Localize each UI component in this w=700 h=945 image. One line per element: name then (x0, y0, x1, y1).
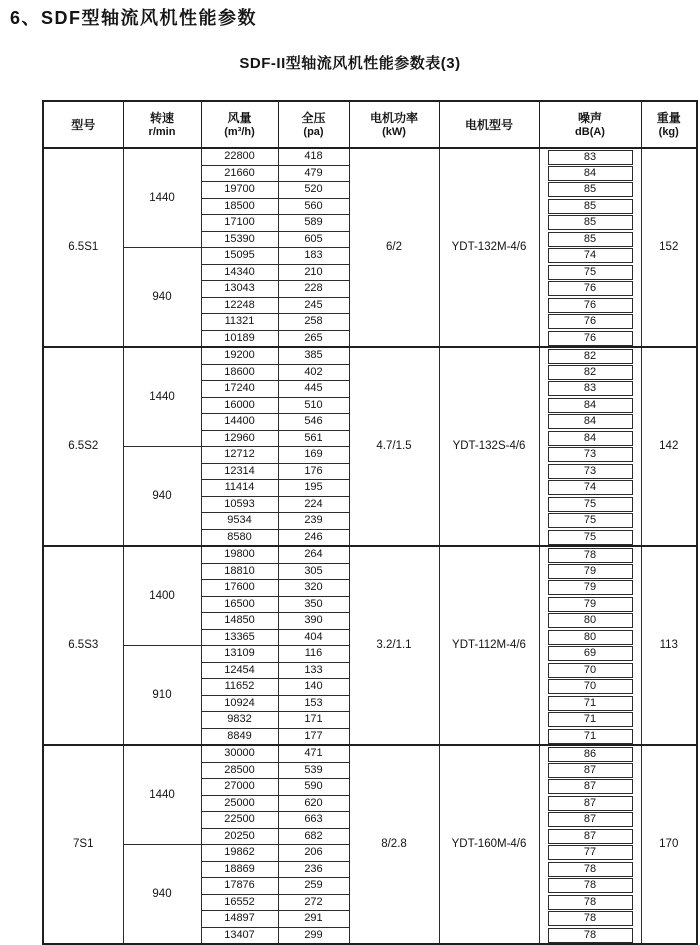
noise-box: 74 (548, 480, 633, 495)
pressure-cell: 560 (278, 198, 349, 215)
noise-box: 76 (548, 281, 633, 296)
pressure-cell: 663 (278, 812, 349, 829)
pressure-cell: 299 (278, 927, 349, 944)
airflow-cell: 17100 (201, 215, 278, 232)
speed-cell: 1440 (123, 745, 201, 845)
noise-box: 74 (548, 248, 633, 263)
noise-cell (539, 463, 641, 480)
airflow-cell: 9534 (201, 513, 278, 530)
noise-box: 75 (548, 513, 633, 528)
noise-box: 71 (548, 729, 633, 744)
noise-box: 84 (548, 166, 633, 181)
noise-cell (539, 248, 641, 265)
pressure-cell: 620 (278, 795, 349, 812)
noise-cell (539, 728, 641, 745)
section-title: 6、SDF型轴流风机性能参数 (10, 8, 258, 28)
noise-cell (539, 480, 641, 497)
noise-box: 78 (548, 878, 633, 893)
noise-box: 78 (548, 928, 633, 943)
pressure-cell: 520 (278, 182, 349, 199)
noise-box: 79 (548, 564, 633, 579)
noise-box: 69 (548, 646, 633, 661)
noise-cell (539, 148, 641, 165)
noise-box: 83 (548, 381, 633, 396)
col-header-pressure: 全压 (pa) (278, 101, 349, 148)
noise-box: 77 (548, 845, 633, 860)
pressure-cell: 116 (278, 646, 349, 663)
airflow-cell: 25000 (201, 795, 278, 812)
pressure-cell: 169 (278, 447, 349, 464)
noise-box: 82 (548, 365, 633, 380)
airflow-cell: 10189 (201, 330, 278, 347)
airflow-cell: 17240 (201, 381, 278, 398)
noise-cell (539, 613, 641, 630)
pressure-cell: 539 (278, 762, 349, 779)
performance-table (42, 100, 698, 945)
weight-cell: 170 (641, 745, 697, 944)
noise-cell (539, 513, 641, 530)
noise-box: 85 (548, 182, 633, 197)
weight-cell: 142 (641, 347, 697, 546)
noise-cell (539, 629, 641, 646)
airflow-cell: 17876 (201, 878, 278, 895)
noise-box: 78 (548, 548, 633, 563)
airflow-cell: 18869 (201, 861, 278, 878)
col-header-noise: 噪声 dB(A) (539, 101, 641, 148)
pressure-cell: 561 (278, 430, 349, 447)
pressure-cell: 418 (278, 148, 349, 165)
noise-cell (539, 165, 641, 182)
airflow-cell: 14897 (201, 911, 278, 928)
table-row (43, 148, 697, 165)
noise-cell (539, 845, 641, 862)
pressure-cell: 682 (278, 828, 349, 845)
noise-cell (539, 314, 641, 331)
power-cell: 6/2 (349, 148, 439, 347)
pressure-cell: 206 (278, 845, 349, 862)
noise-box: 78 (548, 862, 633, 877)
airflow-cell: 10924 (201, 695, 278, 712)
noise-box: 75 (548, 497, 633, 512)
col-header-power: 电机功率 (kW) (349, 101, 439, 148)
airflow-cell: 12248 (201, 297, 278, 314)
noise-box: 78 (548, 911, 633, 926)
airflow-cell: 19800 (201, 546, 278, 563)
noise-box: 70 (548, 663, 633, 678)
airflow-cell: 12314 (201, 463, 278, 480)
speed-cell: 940 (123, 845, 201, 945)
pressure-cell: 176 (278, 463, 349, 480)
pressure-cell: 305 (278, 563, 349, 580)
airflow-cell: 30000 (201, 745, 278, 762)
noise-cell (539, 563, 641, 580)
airflow-cell: 20250 (201, 828, 278, 845)
noise-cell (539, 231, 641, 248)
pressure-cell: 589 (278, 215, 349, 232)
noise-box: 79 (548, 597, 633, 612)
noise-box: 87 (548, 812, 633, 827)
noise-cell (539, 297, 641, 314)
airflow-cell: 15390 (201, 231, 278, 248)
model-cell: 6.5S2 (43, 347, 123, 546)
pressure-cell: 245 (278, 297, 349, 314)
noise-box: 73 (548, 447, 633, 462)
pressure-cell: 246 (278, 529, 349, 546)
noise-cell (539, 414, 641, 431)
airflow-cell: 8849 (201, 728, 278, 745)
header-row (43, 101, 697, 148)
pressure-cell: 258 (278, 314, 349, 331)
noise-box: 71 (548, 712, 633, 727)
pressure-cell: 605 (278, 231, 349, 248)
airflow-cell: 11652 (201, 679, 278, 696)
airflow-cell: 16552 (201, 894, 278, 911)
noise-box: 80 (548, 630, 633, 645)
table-row (43, 347, 697, 364)
pressure-cell: 265 (278, 330, 349, 347)
pressure-cell: 264 (278, 546, 349, 563)
airflow-cell: 16000 (201, 397, 278, 414)
airflow-cell: 22800 (201, 148, 278, 165)
noise-box: 86 (548, 747, 633, 762)
model-cell: 7S1 (43, 745, 123, 944)
airflow-cell: 10593 (201, 496, 278, 513)
noise-cell (539, 878, 641, 895)
pressure-cell: 153 (278, 695, 349, 712)
pressure-cell: 236 (278, 861, 349, 878)
airflow-cell: 13043 (201, 281, 278, 298)
noise-cell (539, 447, 641, 464)
noise-cell (539, 646, 641, 663)
airflow-cell: 9832 (201, 712, 278, 729)
noise-cell (539, 861, 641, 878)
noise-cell (539, 580, 641, 597)
noise-cell (539, 679, 641, 696)
speed-cell: 1440 (123, 347, 201, 447)
col-header-model: 型号 (43, 101, 123, 148)
airflow-cell: 13407 (201, 927, 278, 944)
pressure-cell: 404 (278, 629, 349, 646)
speed-cell: 940 (123, 447, 201, 547)
noise-box: 76 (548, 298, 633, 313)
noise-box: 84 (548, 431, 633, 446)
model-cell: 6.5S1 (43, 148, 123, 347)
pressure-cell: 546 (278, 414, 349, 431)
pressure-cell: 510 (278, 397, 349, 414)
col-header-motor: 电机型号 (439, 101, 539, 148)
noise-box: 75 (548, 265, 633, 280)
noise-box: 84 (548, 414, 633, 429)
noise-box: 78 (548, 895, 633, 910)
table-row (43, 745, 697, 762)
power-cell: 4.7/1.5 (349, 347, 439, 546)
airflow-cell: 17600 (201, 580, 278, 597)
airflow-cell: 13109 (201, 646, 278, 663)
table-title: SDF-II型轴流风机性能参数表(3) (239, 55, 461, 72)
pressure-cell: 390 (278, 613, 349, 630)
noise-box: 85 (548, 232, 633, 247)
airflow-cell: 19200 (201, 347, 278, 364)
airflow-cell: 19862 (201, 845, 278, 862)
noise-box: 85 (548, 215, 633, 230)
noise-box: 84 (548, 398, 633, 413)
noise-cell (539, 546, 641, 563)
noise-box: 87 (548, 779, 633, 794)
noise-box: 83 (548, 150, 633, 165)
noise-cell (539, 264, 641, 281)
pressure-cell: 385 (278, 347, 349, 364)
noise-box: 75 (548, 530, 633, 545)
airflow-cell: 27000 (201, 779, 278, 796)
col-header-speed: 转速 r/min (123, 101, 201, 148)
table-row (43, 546, 697, 563)
airflow-cell: 14340 (201, 264, 278, 281)
pressure-cell: 228 (278, 281, 349, 298)
noise-box: 87 (548, 796, 633, 811)
noise-cell (539, 596, 641, 613)
pressure-cell: 402 (278, 364, 349, 381)
model-cell: 6.5S3 (43, 546, 123, 745)
noise-cell (539, 330, 641, 347)
speed-cell: 910 (123, 646, 201, 746)
airflow-cell: 11414 (201, 480, 278, 497)
airflow-cell: 18810 (201, 563, 278, 580)
performance-table-body (43, 148, 697, 944)
pressure-cell: 445 (278, 381, 349, 398)
noise-cell (539, 397, 641, 414)
airflow-cell: 12454 (201, 662, 278, 679)
weight-cell: 152 (641, 148, 697, 347)
weight-cell: 113 (641, 546, 697, 745)
pressure-cell: 272 (278, 894, 349, 911)
noise-box: 76 (548, 331, 633, 346)
pressure-cell: 479 (278, 165, 349, 182)
pressure-cell: 320 (278, 580, 349, 597)
noise-cell (539, 182, 641, 199)
noise-cell (539, 430, 641, 447)
speed-cell: 1400 (123, 546, 201, 646)
airflow-cell: 12712 (201, 447, 278, 464)
pressure-cell: 210 (278, 264, 349, 281)
noise-cell (539, 496, 641, 513)
noise-box: 71 (548, 696, 633, 711)
speed-cell: 940 (123, 248, 201, 348)
noise-box: 82 (548, 349, 633, 364)
noise-cell (539, 894, 641, 911)
noise-cell (539, 762, 641, 779)
noise-box: 80 (548, 613, 633, 628)
motor-cell: YDT-132S-4/6 (439, 347, 539, 546)
airflow-cell: 13365 (201, 629, 278, 646)
noise-cell (539, 198, 641, 215)
noise-cell (539, 911, 641, 928)
noise-cell (539, 927, 641, 944)
noise-box: 73 (548, 464, 633, 479)
pressure-cell: 140 (278, 679, 349, 696)
pressure-cell: 350 (278, 596, 349, 613)
power-cell: 3.2/1.1 (349, 546, 439, 745)
airflow-cell: 14850 (201, 613, 278, 630)
col-header-weight: 重量 (kg) (641, 101, 697, 148)
airflow-cell: 12960 (201, 430, 278, 447)
pressure-cell: 183 (278, 248, 349, 265)
noise-box: 79 (548, 580, 633, 595)
pressure-cell: 239 (278, 513, 349, 530)
motor-cell: YDT-132M-4/6 (439, 148, 539, 347)
pressure-cell: 291 (278, 911, 349, 928)
pressure-cell: 224 (278, 496, 349, 513)
noise-cell (539, 828, 641, 845)
noise-cell (539, 745, 641, 762)
pressure-cell: 259 (278, 878, 349, 895)
noise-box: 70 (548, 679, 633, 694)
noise-cell (539, 381, 641, 398)
airflow-cell: 28500 (201, 762, 278, 779)
motor-cell: YDT-160M-4/6 (439, 745, 539, 944)
noise-cell (539, 364, 641, 381)
noise-cell (539, 695, 641, 712)
airflow-cell: 15095 (201, 248, 278, 265)
noise-cell (539, 347, 641, 364)
motor-cell: YDT-112M-4/6 (439, 546, 539, 745)
noise-box: 87 (548, 763, 633, 778)
airflow-cell: 16500 (201, 596, 278, 613)
noise-cell (539, 529, 641, 546)
airflow-cell: 11321 (201, 314, 278, 331)
airflow-cell: 18500 (201, 198, 278, 215)
pressure-cell: 177 (278, 728, 349, 745)
pressure-cell: 590 (278, 779, 349, 796)
airflow-cell: 21660 (201, 165, 278, 182)
airflow-cell: 19700 (201, 182, 278, 199)
power-cell: 8/2.8 (349, 745, 439, 944)
noise-box: 76 (548, 314, 633, 329)
speed-cell: 1440 (123, 148, 201, 248)
noise-cell (539, 281, 641, 298)
noise-cell (539, 215, 641, 232)
pressure-cell: 471 (278, 745, 349, 762)
noise-box: 85 (548, 199, 633, 214)
airflow-cell: 8580 (201, 529, 278, 546)
noise-cell (539, 662, 641, 679)
noise-box: 87 (548, 829, 633, 844)
noise-cell (539, 779, 641, 796)
col-header-airflow: 风量 (m³/h) (201, 101, 278, 148)
pressure-cell: 195 (278, 480, 349, 497)
airflow-cell: 22500 (201, 812, 278, 829)
airflow-cell: 18600 (201, 364, 278, 381)
pressure-cell: 133 (278, 662, 349, 679)
pressure-cell: 171 (278, 712, 349, 729)
noise-cell (539, 795, 641, 812)
noise-cell (539, 812, 641, 829)
airflow-cell: 14400 (201, 414, 278, 431)
noise-cell (539, 712, 641, 729)
